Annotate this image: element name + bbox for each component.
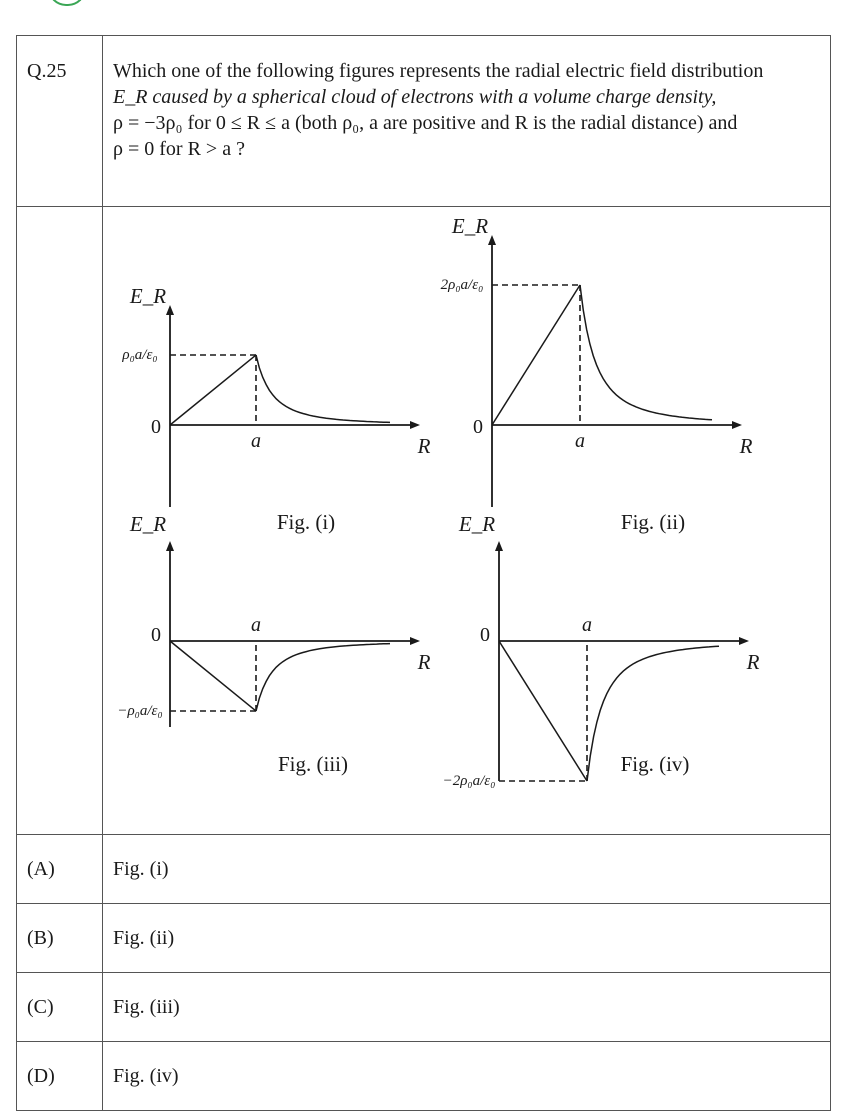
x-axis-arrow (732, 421, 742, 429)
origin-label: 0 (151, 624, 161, 646)
option-row-c[interactable] (17, 973, 831, 1042)
figure-2 (441, 214, 753, 534)
y-axis-arrow (488, 235, 496, 245)
x-axis-label: R (417, 650, 431, 674)
y-axis-label: E_R (451, 214, 489, 238)
question-line-3: ρ = −3ρ₀ for 0 ≤ R ≤ a (both ρ₀, a are positive and R is the radial distance) and (113, 112, 738, 134)
option-row-a[interactable] (17, 835, 831, 904)
question-line-1: Which one of the following figures represents the radial electric field distribution (113, 60, 764, 82)
y-axis-label: E_R (458, 512, 496, 536)
option-b-text: Fig. (ii) (103, 904, 831, 973)
x-axis-label: R (746, 650, 760, 674)
option-row-b[interactable] (17, 904, 831, 973)
y-axis-label: E_R (129, 512, 167, 536)
x-axis-label: R (739, 434, 753, 458)
question-text (103, 36, 831, 207)
x-axis-label: R (417, 434, 431, 458)
field-outside-curve (256, 355, 390, 422)
option-a-letter: (A) (17, 835, 103, 904)
field-outside-curve (580, 285, 712, 420)
field-inside-line (499, 641, 587, 781)
option-d-letter: (D) (17, 1042, 103, 1111)
option-d-text: Fig. (iv) (103, 1042, 831, 1111)
a-tick-label: a (575, 430, 585, 452)
origin-label: 0 (480, 624, 490, 646)
figure-caption: Fig. (i) (276, 510, 336, 534)
field-inside-line (170, 641, 256, 711)
figure-caption: Fig. (iv) (620, 752, 690, 776)
logo-mark (48, 0, 86, 6)
figure-3 (117, 512, 430, 776)
y-axis-arrow (495, 541, 503, 551)
peak-value-label: −ρ₀a/ε₀ (117, 703, 163, 719)
option-c-text: Fig. (iii) (103, 973, 831, 1042)
figures-row-number-cell (17, 207, 103, 835)
question-row (17, 36, 831, 207)
field-inside-line (170, 355, 256, 425)
figure-caption: Fig. (ii) (620, 510, 686, 534)
figure-1 (121, 284, 430, 534)
field-distribution-figures (103, 207, 840, 834)
origin-label: 0 (473, 416, 483, 438)
option-b-letter: (B) (17, 904, 103, 973)
a-tick-label: a (251, 430, 261, 452)
peak-value-label: ρ₀a/ε₀ (122, 347, 158, 363)
question-line-4: ρ = 0 for R > a ? (113, 138, 245, 160)
x-axis-arrow (410, 637, 420, 645)
peak-value-label: 2ρ₀a/ε₀ (440, 277, 484, 293)
field-outside-curve (256, 644, 390, 711)
figures-row (17, 207, 831, 835)
option-c-letter: (C) (17, 973, 103, 1042)
a-tick-label: a (582, 614, 592, 636)
a-tick-label: a (251, 614, 261, 636)
question-number: Q.25 (17, 36, 103, 207)
figure-4 (443, 512, 760, 789)
figure-caption: Fig. (iii) (277, 752, 349, 776)
x-axis-arrow (739, 637, 749, 645)
y-axis-arrow (166, 305, 174, 315)
question-table (16, 35, 831, 1111)
x-axis-arrow (410, 421, 420, 429)
y-axis-arrow (166, 541, 174, 551)
y-axis-label: E_R (129, 284, 167, 308)
field-inside-line (492, 285, 580, 425)
figures-cell (103, 207, 831, 835)
peak-value-label: −2ρ₀a/ε₀ (442, 773, 496, 789)
question-line-2: E_R caused by a spherical cloud of electrons with a volume charge density, (113, 86, 717, 108)
option-a-text: Fig. (i) (103, 835, 831, 904)
origin-label: 0 (151, 416, 161, 438)
option-row-d[interactable] (17, 1042, 831, 1111)
